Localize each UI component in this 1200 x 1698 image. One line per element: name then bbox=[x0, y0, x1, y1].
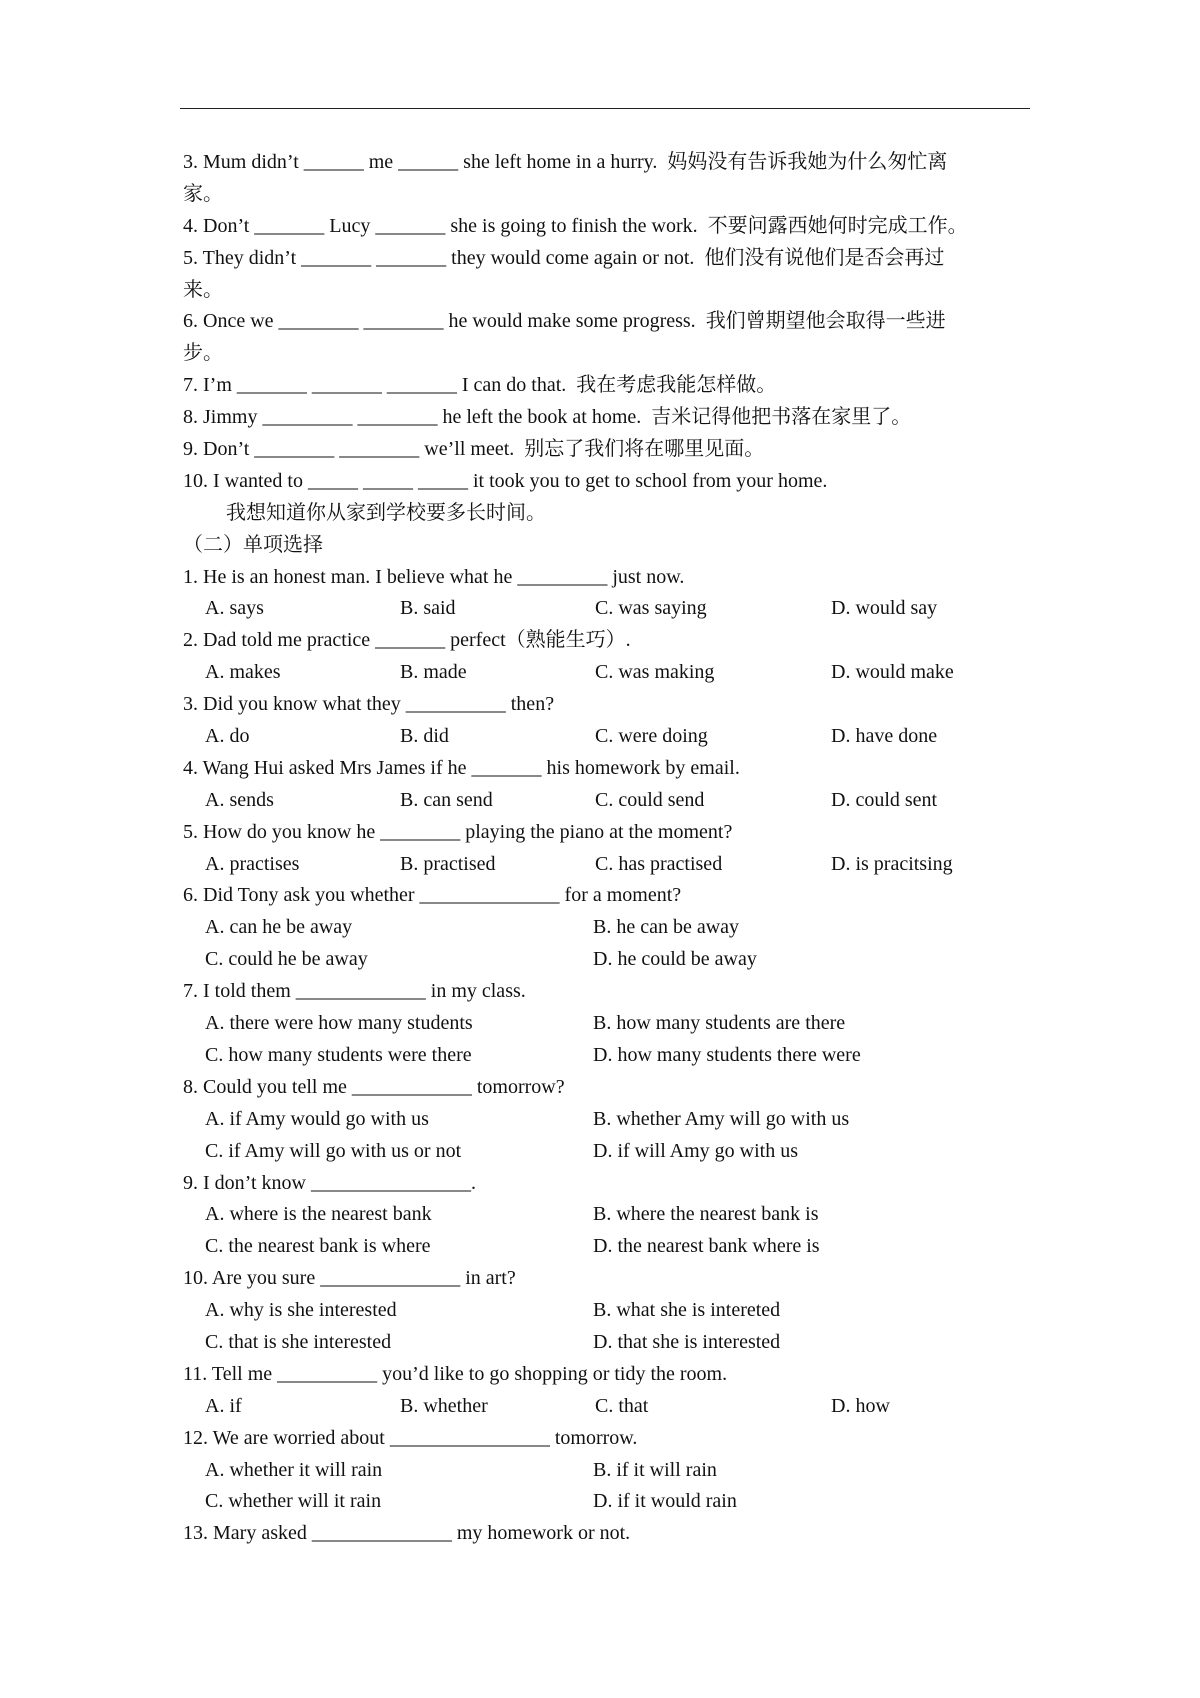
answer-option-d[interactable]: D. how many students there were bbox=[593, 1043, 861, 1066]
answer-option-a[interactable]: A. whether it will rain bbox=[205, 1458, 383, 1481]
option-row bbox=[183, 912, 1043, 944]
option-row bbox=[183, 593, 1043, 625]
answer-option-a[interactable]: A. where is the nearest bank bbox=[205, 1203, 432, 1226]
question-stem: 13. Mary asked ______________ my homework or not. bbox=[183, 1522, 631, 1545]
fill-item-9: 9. Don’t ________ ________ we’ll meet. 别忘了我们将在哪里见面。 bbox=[183, 438, 765, 461]
fill-item-4: 4. Don’t _______ Lucy _______ she is going to finish the work. 不要问露西她何时完成工作。 bbox=[183, 214, 968, 237]
question-stem: 8. Could you tell me ____________ tomorrow? bbox=[183, 1075, 565, 1098]
answer-option-a[interactable]: A. can he be away bbox=[205, 916, 353, 939]
fill-item-10-translation: 我想知道你从家到学校要多长时间。 bbox=[226, 501, 546, 524]
option-row bbox=[183, 1327, 1043, 1359]
fill-item-3: 3. Mum didn’t ______ me ______ she left home in a hurry. 妈妈没有告诉我她为什么匆忙离 bbox=[183, 151, 948, 173]
answer-option-c[interactable]: C. were doing bbox=[595, 725, 708, 748]
question-list bbox=[183, 562, 1043, 1551]
answer-option-c[interactable]: C. was making bbox=[595, 661, 715, 684]
answer-option-a[interactable]: A. if bbox=[205, 1394, 242, 1417]
answer-option-a[interactable]: A. there were how many students bbox=[205, 1012, 473, 1035]
option-row bbox=[183, 721, 1043, 753]
answer-option-a[interactable]: A. why is she interested bbox=[205, 1299, 397, 1322]
option-row bbox=[183, 1391, 1043, 1423]
question-stem: 9. I don’t know ________________. bbox=[183, 1171, 476, 1194]
answer-option-d[interactable]: D. that she is interested bbox=[593, 1330, 781, 1353]
answer-option-d[interactable]: D. would make bbox=[831, 661, 954, 684]
question-stem: 12. We are worried about ________________ tomorrow. bbox=[183, 1426, 638, 1449]
answer-option-b[interactable]: B. whether Amy will go with us bbox=[593, 1107, 850, 1130]
answer-option-b[interactable]: B. how many students are there bbox=[593, 1012, 846, 1035]
answer-option-b[interactable]: B. whether bbox=[400, 1394, 488, 1417]
option-row bbox=[183, 1455, 1043, 1487]
question-stem: 10. Are you sure ______________ in art? bbox=[183, 1267, 516, 1290]
answer-option-c[interactable]: C. could send bbox=[595, 788, 705, 811]
question-stem: 1. He is an honest man. I believe what he _________ just now. bbox=[183, 565, 685, 588]
answer-option-c[interactable]: C. whether will it rain bbox=[205, 1490, 382, 1513]
answer-option-a[interactable]: A. if Amy would go with us bbox=[205, 1107, 429, 1130]
answer-option-c[interactable]: C. could he be away bbox=[205, 948, 368, 971]
fill-item-3-cont: 家。 bbox=[183, 182, 223, 205]
fill-item-8: 8. Jimmy _________ ________ he left the book at home. 吉米记得他把书落在家里了。 bbox=[183, 406, 912, 429]
answer-option-b[interactable]: B. did bbox=[400, 725, 449, 748]
answer-option-a[interactable]: A. makes bbox=[205, 661, 281, 684]
header-rule bbox=[180, 108, 1030, 109]
question-stem: 5. How do you know he ________ playing the piano at the moment? bbox=[183, 820, 733, 843]
answer-option-b[interactable]: B. what she is intereted bbox=[593, 1299, 781, 1322]
answer-option-b[interactable]: B. made bbox=[400, 661, 467, 684]
option-row bbox=[183, 1231, 1043, 1263]
worksheet-body bbox=[183, 147, 1043, 1550]
answer-option-b[interactable]: B. where the nearest bank is bbox=[593, 1203, 819, 1226]
option-row bbox=[183, 849, 1043, 881]
option-row bbox=[183, 785, 1043, 817]
section-heading: （二）单项选择 bbox=[183, 533, 323, 556]
option-row bbox=[183, 1008, 1043, 1040]
fill-item-6: 6. Once we ________ ________ he would make some progress. 我们曾期望他会取得一些进 bbox=[183, 310, 946, 333]
answer-option-c[interactable]: C. that bbox=[595, 1394, 649, 1417]
fill-item-10: 10. I wanted to _____ _____ _____ it took you to get to school from your home. bbox=[183, 469, 828, 492]
answer-option-d[interactable]: D. would say bbox=[831, 597, 938, 620]
answer-option-a[interactable]: A. sends bbox=[205, 788, 274, 811]
answer-option-b[interactable]: B. he can be away bbox=[593, 916, 740, 939]
answer-option-c[interactable]: C. how many students were there bbox=[205, 1043, 472, 1066]
question-stem: 3. Did you know what they __________ then? bbox=[183, 693, 555, 716]
option-row bbox=[183, 1295, 1043, 1327]
answer-option-d[interactable]: D. the nearest bank where is bbox=[593, 1235, 820, 1258]
answer-option-c[interactable]: C. if Amy will go with us or not bbox=[205, 1139, 462, 1162]
answer-option-d[interactable]: D. if will Amy go with us bbox=[593, 1139, 799, 1162]
option-row bbox=[183, 1040, 1043, 1072]
answer-option-b[interactable]: B. said bbox=[400, 597, 456, 620]
answer-option-d[interactable]: D. how bbox=[831, 1394, 890, 1417]
question-stem: 6. Did Tony ask you whether ______________ for a moment? bbox=[183, 884, 682, 907]
question-stem: 4. Wang Hui asked Mrs James if he _______ his homework by email. bbox=[183, 756, 740, 779]
answer-option-b[interactable]: B. can send bbox=[400, 788, 493, 811]
option-row bbox=[183, 1199, 1043, 1231]
fill-item-5-cont: 来。 bbox=[183, 278, 223, 301]
answer-option-b[interactable]: B. practised bbox=[400, 852, 496, 875]
answer-option-d[interactable]: D. is pracitsing bbox=[831, 852, 953, 875]
answer-option-d[interactable]: D. if it would rain bbox=[593, 1490, 737, 1513]
answer-option-b[interactable]: B. if it will rain bbox=[593, 1458, 717, 1481]
question-stem: 2. Dad told me practice _______ perfect（熟能生巧）. bbox=[183, 629, 631, 652]
option-row bbox=[183, 657, 1043, 689]
answer-option-c[interactable]: C. that is she interested bbox=[205, 1330, 392, 1353]
answer-option-d[interactable]: D. have done bbox=[831, 725, 938, 748]
answer-option-c[interactable]: C. the nearest bank is where bbox=[205, 1235, 431, 1258]
answer-option-a[interactable]: A. practises bbox=[205, 852, 300, 875]
fill-item-6-cont: 步。 bbox=[183, 342, 223, 365]
option-row bbox=[183, 1136, 1043, 1168]
answer-option-c[interactable]: C. was saying bbox=[595, 597, 707, 620]
question-stem: 7. I told them _____________ in my class. bbox=[183, 980, 526, 1003]
answer-option-a[interactable]: A. do bbox=[205, 725, 250, 748]
option-row bbox=[183, 944, 1043, 976]
fill-item-7: 7. I’m _______ _______ _______ I can do that. 我在考虑我能怎样做。 bbox=[183, 374, 777, 397]
question-stem: 11. Tell me __________ you’d like to go shopping or tidy the room. bbox=[183, 1362, 728, 1385]
option-row bbox=[183, 1104, 1043, 1136]
answer-option-a[interactable]: A. says bbox=[205, 597, 264, 620]
answer-option-c[interactable]: C. has practised bbox=[595, 852, 723, 875]
answer-option-d[interactable]: D. he could be away bbox=[593, 948, 757, 971]
answer-option-d[interactable]: D. could sent bbox=[831, 788, 938, 811]
fill-item-5: 5. They didn’t _______ _______ they would come again or not. 他们没有说他们是否会再过 bbox=[183, 246, 945, 269]
option-row bbox=[183, 1486, 1043, 1518]
